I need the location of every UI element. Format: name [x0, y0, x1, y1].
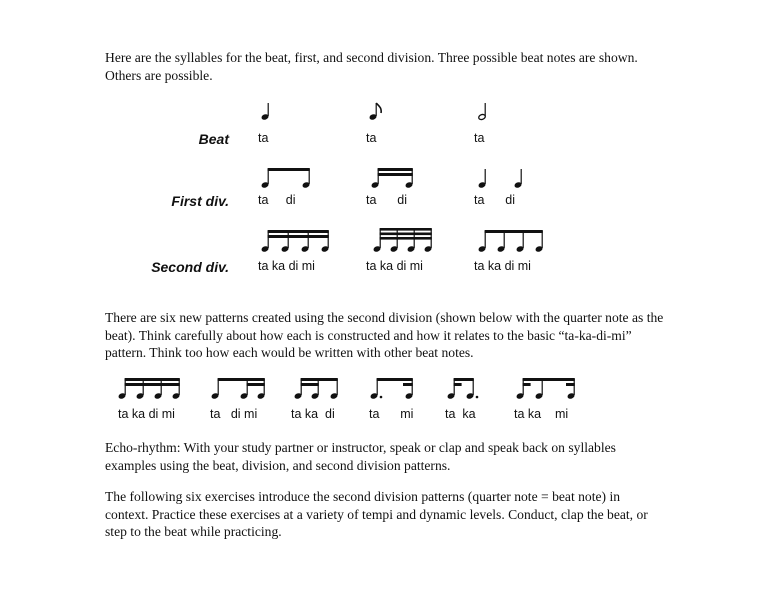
- two-eighths-beamed-icon: [261, 168, 311, 189]
- first-division-syllables-half: ta di: [474, 193, 515, 207]
- second-division-syllables-quarter: ta ka di mi: [258, 259, 315, 273]
- pattern-2-notation-icon: [211, 378, 266, 400]
- patterns-paragraph: There are six new patterns created using the second division (shown below with the quarter note as the beat). Think carefully about how each is constructed and how it relates to the basic “ta-ka-di-mi” pattern. Think too how each would be written with other beat notes.: [105, 310, 664, 360]
- pattern-5-syllables: ta ka: [445, 407, 476, 421]
- first-division-row-label: First div.: [171, 193, 229, 209]
- quarter-note-icon: [261, 103, 270, 121]
- exercises-paragraph: The following six exercises introduce the second division patterns (quarter note = beat note) in context. Practice these exercises at a variety of tempi and dynamic levels. Conduct, clap the beat, or step to the beat while practicing.: [105, 489, 648, 539]
- beat-row-label: Beat: [198, 131, 229, 147]
- four-thirtyseconds-beamed-icon: [373, 228, 433, 253]
- pattern-1-notation-icon: [118, 378, 181, 400]
- first-division-syllables-quarter: ta di: [258, 193, 296, 207]
- echo-rhythm-paragraph: Echo-rhythm: With your study partner or instructor, speak or clap and speak back on syllables examples using the beat, division, and second division patterns.: [105, 440, 616, 473]
- two-sixteenths-beamed-icon: [371, 168, 414, 189]
- pattern-5-notation-icon: [447, 378, 479, 400]
- pattern-4-syllables: ta mi: [369, 407, 414, 421]
- second-division-syllables-half: ta ka di mi: [474, 259, 531, 273]
- pattern-2-syllables: ta di mi: [210, 407, 258, 421]
- eighth-note-icon: [369, 103, 381, 121]
- intro-paragraph: Here are the syllables for the beat, first, and second division. Three possible beat notes are shown. Others are possible.: [105, 50, 638, 83]
- two-quarters-icon: [478, 169, 523, 189]
- half-note-icon: [478, 103, 486, 120]
- pattern-6-notation-icon: [516, 378, 576, 400]
- beat-syllable-eighth: ta: [366, 131, 377, 145]
- pattern-3-syllables: ta ka di: [291, 407, 335, 421]
- second-division-row-label: Second div.: [151, 259, 229, 275]
- pattern-3-notation-icon: [294, 378, 339, 400]
- second-division-syllables-eighth: ta ka di mi: [366, 259, 423, 273]
- beat-syllable-half: ta: [474, 131, 485, 145]
- four-eighths-beamed-icon: [478, 230, 544, 253]
- first-division-syllables-eighth: ta di: [366, 193, 407, 207]
- four-sixteenths-beamed-icon: [261, 230, 330, 253]
- pattern-6-syllables: ta ka mi: [514, 407, 569, 421]
- pattern-1-syllables: ta ka di mi: [118, 407, 175, 421]
- pattern-4-notation-icon: [370, 378, 414, 400]
- beat-syllable-quarter: ta: [258, 131, 269, 145]
